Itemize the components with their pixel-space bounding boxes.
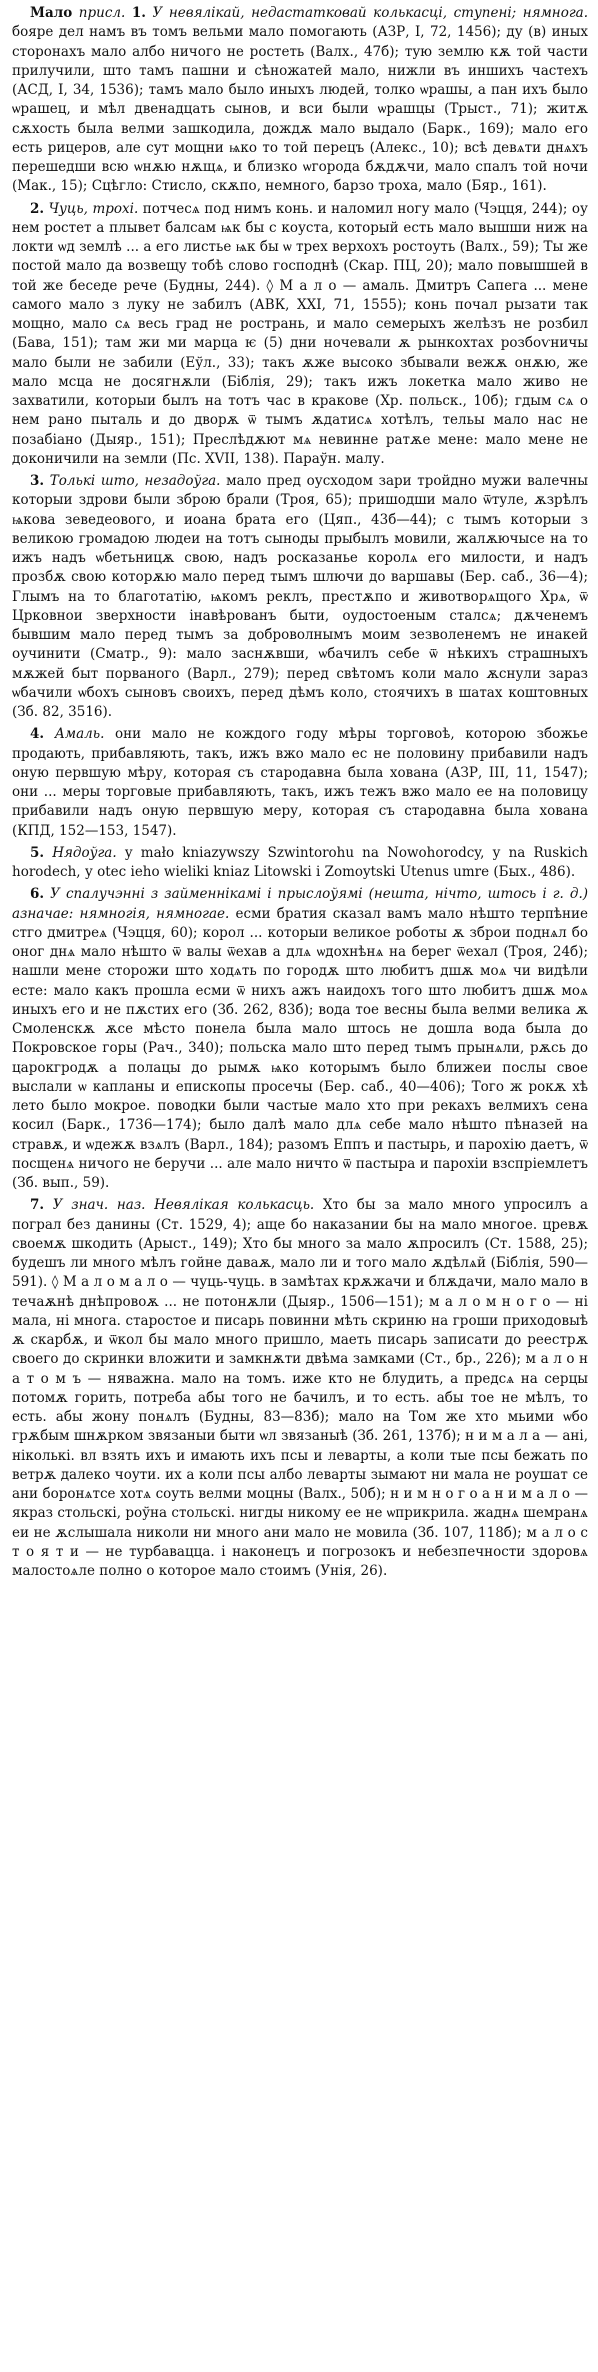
sense-gloss: У знач. наз. Невялікая колькасць. — [52, 1197, 315, 1214]
sense-number: 2. — [30, 200, 45, 217]
sense-citations: Хто бы за мало много упросилъ а пограл без данины (Ст. 1529, 4); аще бо наказании бы на мало многое. цревѫ своемѫ шкодить (Арыст., 149); Хто бы много за мало ѫпросилъ (Ст. 1588, 25); будешъ ли много мѣлъ гойне даваѫ, мало ли и того мало ѫдѣлѧй (Біблія, 590—591). ◊ М а л о м а л о — чуць-чуць. в замѣтах крѫжачи и блѫдачи, мало мало в течаѫнѣ днѣпровоѫ ... не потонѫли (Дыяр., 1506—151); м а л о м н о г о — ні мала, ні многа. старостое и писарь повинни мѣть скриню на гроши приходовыѣ ѫ скарбѫ, и ѿкол бы мало много пришло, маеть писарь записати до реестрѫ своего до скринки вложити и замкнѫти двѣма замками (Ст., бр., 226); м а л о н а т о м ъ — няважна. мало на томъ. иже кто не блудить, а предсѧ на серцы потомѫ горить, потреба абы того не бачилъ, и то есть. абы тое не мѣлъ, то есть. абы жону понѧлъ (Будны, 83—83б); мало на Том же хто мьими ѡбо грѫбым шнѫрком звязаныи быти ѡл звязаныѣ (Зб. 261, 137б); н и м а л а — ані, ніколькі. вл взять ихъ и имають ихъ псы и леварты, а коли тые псы бежать по ветрѫ далеко чоути. их а коли псы албо леварты зымают ни мала не роушат се ани боронѧтсе хотѧ соуть велми моцны (Валх., 50б); н и м н о г о а н и м а л о — якраз стольскі, роўна стольскі. нигды никому ее не ѡприкрила. жаднѧ шемранѧ еи не ѫслышала николи ни много ани мало не мовила (Зб. 107, 118б); м а л о с т о я т и — не турбавацца. і наконецъ и погрозокъ и небезпечности здоровѧ малостоѧле полно о которое мало стоимъ (Унія, 26). — [12, 1197, 589, 1579]
sense-number: 4. — [30, 726, 45, 743]
sense-gloss: Амаль. — [54, 726, 105, 743]
sense-citations: они мало не кождого году мѣры торговоѣ, которою збожье продають, прибавляють, такъ, ижъ вжо мало ес не половину прибавили надъ оную первшую мѣру, которая съ стародавна была хована (АЗР, III, 11, 1547); они ... меры торговые прибавляють, такъ, ижъ тежъ вжо мало ее на половицу прибавили надъ оную первшую меру, которая съ стародавна была хована (КПД, 152—153, 1547). — [12, 726, 588, 839]
sense-citations: у mało kniazywszy Szwintorohu na Nowohorodcy, у na Ruskich horodech, у otec ieho wieliki kniaz Litowski i Zomoytski Utenus umre (Бых., 486). — [12, 844, 588, 880]
headword: Мало — [30, 5, 73, 21]
sense-citations: есми братия сказал вамъ мало нѣшто терпѣние стго дмитреѧ (Чэцця, 60); корол ... которыи великое роботы ѫ зброи поднѧл бо оног днѧ мало нѣшто ѿ валы ѿехав а длѧ ѡдохнѣнѧ на берег ѿехал (Троя, 24б); нашли мене сторожи што ходѧть по городѫ што любитъ дшѫ моѧ чи видѣли есте: мало какъ прошла есми ѿ нихъ ажъ наидохъ того што любитъ дшѫ моѧ иныхъ его и не пѫстих его (Зб. 262, 83б); вода тое весны была велми велика ѫ Смоленскѫ ѫсе мѣсто понела была мало штось не дошла вода была до Покровское горы (Рач., 340); польска мало што перед тымъ прынѧли, рѫсь до царокгродѫ а полацы до рымѫ ѩко которымъ было ближеи послы свое выслали ѡ капланы и епископы просечы (Бер. саб., 40—406); Того ж рокѫ хѣ лето было мокрое. поводки были частые мало хто при рекахъ велмихъ сена косил (Барк., 1736—174); было далѣ мало длѧ себе мало нѣшто пѣназей на стравѫ, и ѡдежѫ взѧлъ (Варл., 184); разомъ Еппъ и пастырь, и парохію даетъ, ѿ посщенѧ ничого не беручи ... але мало ничто ѿ пастыра и парохіи взспріемлетъ (Зб. вып., 59). — [12, 905, 589, 1191]
sense-number: 5. — [30, 844, 45, 861]
sense-gloss: Нядоўга. — [52, 844, 117, 861]
sense-paragraph-7 — [12, 1196, 588, 1581]
sense-number: 1. — [131, 5, 146, 21]
sense-gloss: Чуць, трохі. — [48, 200, 139, 217]
sense-number: 6. — [30, 886, 45, 903]
sense-gloss: У спалучэнні з займеннікамі і прыслоўямі (нешта, нічто, штось і г. д.) азначае: нямногія, нямногае. — [12, 886, 588, 922]
sense-number: 3. — [30, 473, 45, 489]
sense-citations: мало пред оусходом зари тройдно мужи валечны которыи здрови были зброю брали (Троя, 65); пришодши мало ѿтуле, ѫзрѣлъ ѩкова зеведеового, и иоана брата его (Цяп., 43б—44); с тымъ которыи з великою громадою людеи на тотъ сыноды прыбылъ мовили, жалѫючысе на то ижъ надъ ѡбетьницѫ свою, надъ росказанье королѧ его милости, и надъ прозбѫ свою которѫю мало перед тымъ шлючи до варшавы (Бер. саб., 36—4); Глымъ на то благотатію, ѩкомъ реклъ, престѫпо и животворѧщого Хрѧ, ѿ Црковнои зверхности інавѣрованъ быти, оудостоеным сталсѧ; дѫченемъ бывшим мало перед тымъ за доброволнымъ моим зезволенемъ не инакей оучинити (Сматр., 9): мало заснѫвши, ѡбачилъ себе ѿ нѣкихъ страшныхъ мѫжей быт порваного (Варл., 279); перед свѣтомъ коли мало ѫснули зараз ѡбачили ѡбохъ сыновъ своихъ, перед дѣмъ коло, стоячихъ в шатах коштовных (Зб. 82, 3516). — [12, 473, 588, 720]
sense-paragraph-5 — [12, 844, 588, 883]
entry-head-paragraph — [12, 4, 588, 197]
sense-paragraph-6 — [12, 885, 588, 1193]
sense-paragraph-4 — [12, 725, 588, 841]
sense-paragraph-3 — [12, 472, 588, 722]
part-of-speech: присл. — [78, 5, 126, 21]
sense-number: 7. — [30, 1197, 45, 1214]
sense-gloss: У невялікай, недастатковай колькасці, ступені; нямнога. — [152, 5, 588, 21]
sense-citations: потчесѧ под нимъ конь. и наломил ногу мало (Чэцця, 244); оу нем ростет а плывет балсам ѩк бы с коуста, который есть мало вышши ниж на локти ѡд землѣ ... а его листье ѩк бы ѡ трех верхохъ ростоуть (Валх., 59); Ты же постой мало да возвещу тобѣ слово господнѣ (Скар. ПЦ, 20); мало повышшей в той же беседе рече (Будны, 244). ◊ М а л о — амаль. Дмитръ Сапега ... мене самого мало з луку не забилъ (АВК, XXI, 71, 1555); конь почал рызати так мощно, мало сѧ весь град не ространь, и мало семерыхъ желѣзъ не розбил (Бава, 151); там жи ми марца ѥ (5) дни ночевали ѫ рынкохтах розбоѵничы мало были не забили (Еўл., 33); такъ ѫже высоко збывали вежѫ онѫю, же мало мсца не досягнѫли (Біблія, 29); такъ ижъ локетка мало живо не захватили, которыи былъ на тотъ час в кракове (Хр. польск., 10б); гдым сѧ о нем рано пыталь и до дворѫ ѿ тымъ ѫдатисѧ хотѣлъ, тельы мало нас не позабіано (Дыяр., 151); Преслѣдѫют мѧ невинне ратѫе мене: мало мене не доконичили на земли (Пс. XVII, 138). Параўн. малу. — [12, 200, 588, 467]
sense-gloss: Толькі што, незадоўга. — [49, 473, 221, 489]
sense-paragraph-2 — [12, 200, 588, 470]
sense-citations: бояре дел намъ въ томъ вельми мало помогають (АЗР, I, 72, 1456); ду (в) иных сторонахъ мало албо ничого не ростеть (Валх., 47б); тую землю кѫ той части прилучили, што тамъ пашни и сѣножатей мало, нижли въ иншихъ частехъ (АСД, I, 34, 1536); тамъ мало было иныхъ людей, толко ѡрашы, а пан ихъ было ѡрашец, и мѣл двенадцать сынов, и вси были ѡрашцы (Трыст., 71); житѫ сѫхость была велми зашкодила, дождѫ мало выдало (Барк., 169); мало его есть рицеров, але сут мощни ѩко то той перецъ (Алекс., 10); всѣ девѧти днѧхъ перешедши всю ѡнѫю нѫщѧ, и близко ѡгорода бѫдѫчи, мало спалъ той ночи (Мак., 15); Сцѣгло: Стисло, скѫпо, немного, барзо троха, мало (Бяр., 161). — [12, 24, 588, 195]
